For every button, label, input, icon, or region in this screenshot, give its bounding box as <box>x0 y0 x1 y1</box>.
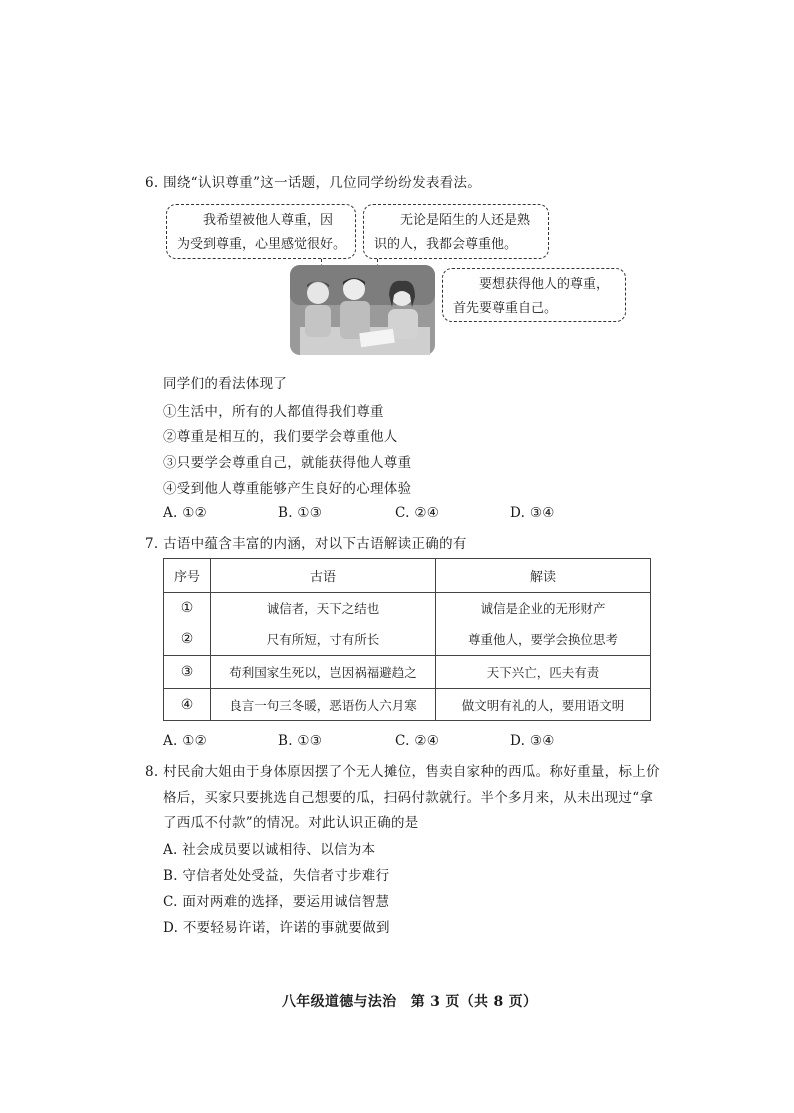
bubble3-line1: 要想获得他人的尊重， <box>479 277 610 292</box>
q8-option-d: D. 不要轻易许诺，许诺的事就要做到 <box>163 920 390 936</box>
q7-option-d: D. ③④ <box>510 733 555 749</box>
q7-option-c: C. ②④ <box>395 733 440 749</box>
q8-stem-line2: 格后，买家只要挑选自己想要的瓜，扫码付款就行。半个多月来，从未出现过“拿 <box>163 790 654 806</box>
q6-option-d: D. ③④ <box>510 505 555 521</box>
q6-option-c: C. ②④ <box>395 505 440 521</box>
students-illustration <box>290 265 435 355</box>
table-row <box>164 689 651 721</box>
row4-meaning: 做文明有礼的人，要用语文明 <box>436 689 651 721</box>
bubble2-line1: 无论是陌生的人还是熟 <box>400 213 531 228</box>
q6-lead: 同学们的看法体现了 <box>163 376 288 392</box>
q8-stem-line1: 8. 村民俞大姐由于身体原因摆了个无人摊位，售卖自家种的西瓜。称好重量，标上价 <box>145 764 660 780</box>
bubble2-line2: 识的人，我都会尊重他。 <box>374 237 518 252</box>
bubble3-line2: 首先要尊重自己。 <box>453 301 558 316</box>
header-num: 序号 <box>164 559 211 593</box>
q6-option-b: B. ①③ <box>278 505 323 521</box>
q6-option-a: A. ①② <box>163 505 208 521</box>
row4-saying: 良言一句三冬暖，恶语伤人六月寒 <box>211 689 436 721</box>
q8-option-a: A. 社会成员要以诚相待、以信为本 <box>163 842 376 858</box>
q6-item-2: ②尊重是相互的，我们要学会尊重他人 <box>163 429 398 445</box>
row3-saying: 苟利国家生死以，岂因祸福避趋之 <box>211 656 436 689</box>
q7-stem: 7. 古语中蕴含丰富的内涵，对以下古语解读正确的有 <box>145 536 467 552</box>
bubble1-line1: 我希望被他人尊重，因 <box>203 213 334 228</box>
row1-num: ① <box>180 600 194 616</box>
speech-bubble-3 <box>442 268 626 322</box>
q7-option-b: B. ①③ <box>278 733 323 749</box>
row1-meaning: 诚信是企业的无形财产 <box>480 601 606 616</box>
q6-item-3: ③只要学会尊重自己，就能获得他人尊重 <box>163 455 412 471</box>
q8-stem-line3: 了西瓜不付款”的情况。对此认识正确的是 <box>163 815 419 831</box>
table-row <box>164 593 651 656</box>
row-sayings-1-2 <box>211 593 436 656</box>
speech-bubble-1 <box>166 204 356 259</box>
page-footer: 八年级道德与法治 第 3 页（共 8 页） <box>282 994 538 1010</box>
q7-option-a: A. ①② <box>163 733 208 749</box>
row3-num: ③ <box>164 656 211 689</box>
row-meanings-1-2 <box>436 593 651 656</box>
row3-meaning: 天下兴亡，匹夫有责 <box>436 656 651 689</box>
table-header-row <box>164 559 651 593</box>
row1-saying: 诚信者，天下之结也 <box>266 601 380 616</box>
row2-saying: 尺有所短，寸有所长 <box>266 632 380 647</box>
header-meaning: 解读 <box>436 559 651 593</box>
q8-option-b: B. 守信者处处受益，失信者寸步难行 <box>163 868 390 884</box>
q6-item-1: ①生活中，所有的人都值得我们尊重 <box>163 404 384 420</box>
row2-meaning: 尊重他人，要学会换位思考 <box>467 632 618 647</box>
q8-option-c: C. 面对两难的选择，要运用诚信智慧 <box>163 894 390 910</box>
bubble1-line2: 为受到尊重，心里感觉很好。 <box>177 237 347 252</box>
speech-bubble-2 <box>363 204 549 259</box>
q6-item-4: ④受到他人尊重能够产生良好的心理体验 <box>163 481 412 497</box>
row4-num: ④ <box>164 689 211 721</box>
row-nums-1-2 <box>164 593 211 656</box>
q6-stem: 6. 围绕“认识尊重”这一话题，几位同学纷纷发表看法。 <box>145 175 482 191</box>
table-row <box>164 656 651 689</box>
row2-num: ② <box>180 631 194 647</box>
q7-table <box>163 558 651 721</box>
header-saying: 古语 <box>211 559 436 593</box>
